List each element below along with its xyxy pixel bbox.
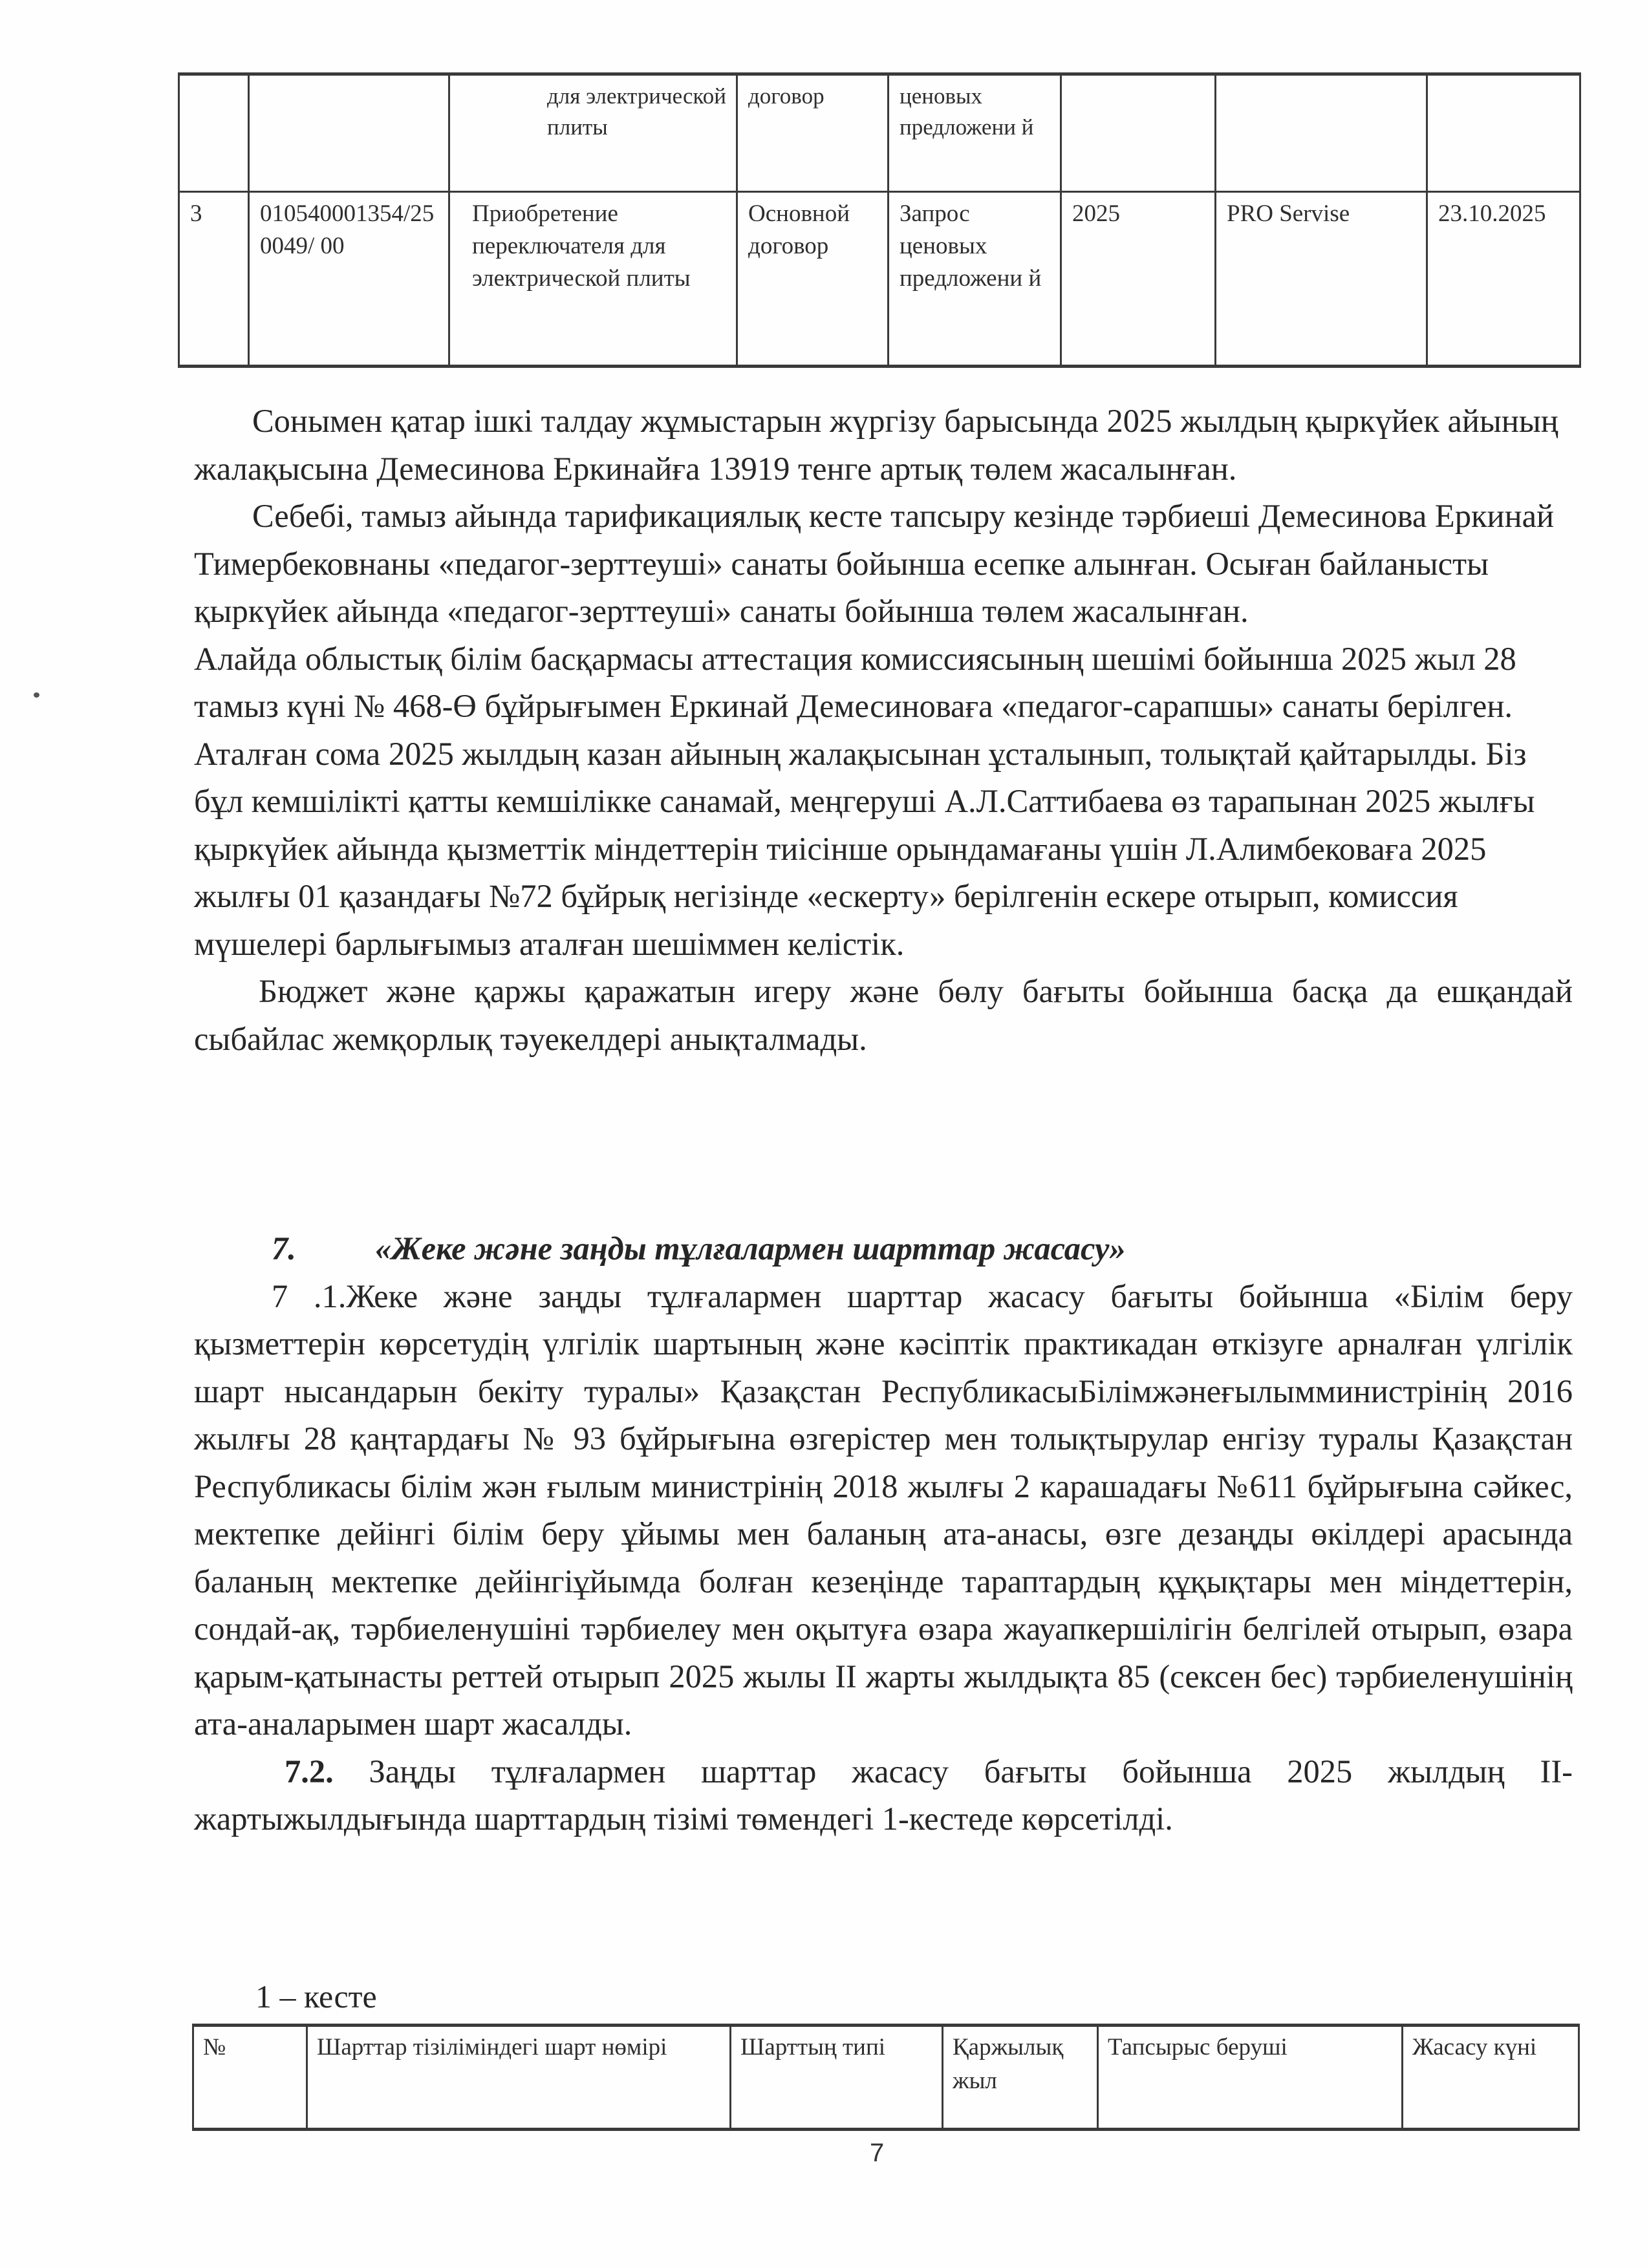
paragraph-reason: Себебі, тамыз айында тарификациялық кесте тапсыру кезінде тәрбиеші Демесинова Еркинай Тимербековнаны «педагог-зерттеуші» санаты бойынша есепке алынған. Осыған байланысты қыркүйек айында «педагог-зерттеуші» санаты бойынша төлем жасалынған. xyxy=(194,498,1555,629)
paragraph-budget-risks: Бюджет және қаржы қаражатын игеру және бөлу бағыты бойынша басқа да ешқандай сыбайлас жемқорлық тәуекелдері анықталмады. xyxy=(194,973,1573,1057)
cell-method: ценовых предложени й xyxy=(889,74,1061,192)
section-title: «Жеке және заңды тұлғалармен шарттар жасасу» xyxy=(375,1230,1126,1267)
body-text xyxy=(194,398,1573,1063)
cell-contract-number: 010540001354/250049/ 00 xyxy=(249,192,449,367)
table-header-row xyxy=(193,2026,1579,2130)
paragraph-7-2-label: 7.2. xyxy=(285,1753,334,1790)
table-row xyxy=(179,74,1580,192)
cell-no: 3 xyxy=(179,192,249,367)
cell-customer: PRO Servise xyxy=(1216,192,1427,367)
paragraph-overpayment: Сонымен қатар ішкі талдау жұмыстарын жүргізу барысында 2025 жылдың қыркүйек айының жалақысына Демесинова Еркинайға 13919 тенге артық төлем жасалынған. xyxy=(194,403,1558,487)
table-caption: 1 – кесте xyxy=(255,1978,377,2015)
scan-speck xyxy=(34,692,39,698)
cell-type: договор xyxy=(737,74,889,192)
table-row xyxy=(179,192,1580,367)
paragraph-7-2-text: Заңды тұлғалармен шарттар жасасу бағыты бойынша 2025 жылдың II-жартыжылдығында шарттардың тізімі төмендегі 1-кестеде көрсетілді. xyxy=(194,1753,1573,1837)
header-contract-type: Шарттың типі xyxy=(731,2026,943,2130)
cell-subject xyxy=(449,74,737,192)
header-fiscal-year: Қаржылық жыл xyxy=(943,2026,1098,2130)
header-date: Жасасу күні xyxy=(1403,2026,1579,2130)
cell-subject-text: для электрической плиты xyxy=(547,83,727,140)
cell-subject xyxy=(449,192,737,367)
header-customer: Тапсырыс беруші xyxy=(1098,2026,1403,2130)
section-number: 7. xyxy=(272,1230,296,1267)
header-no: № xyxy=(193,2026,307,2130)
paragraph-7-2 xyxy=(194,1748,1573,1843)
procurement-table xyxy=(178,72,1581,368)
header-contract-number: Шарттар тізіліміндегі шарт нөмірі xyxy=(307,2026,731,2130)
cell-date xyxy=(1427,74,1580,192)
cell-year: 2025 xyxy=(1061,192,1216,367)
contracts-table xyxy=(192,2024,1580,2131)
section-heading xyxy=(194,1225,1573,1273)
cell-contract-number xyxy=(249,74,449,192)
cell-year xyxy=(1061,74,1216,192)
paragraph-correction: Алайда облыстық білім басқармасы аттестация комиссиясының шешімі бойынша 2025 жыл 28 тамыз күні № 468-Ө бұйрығымен Еркинай Демесиноваға «педагог-сарапшы» санаты берілген. Аталған сома 2025 жылдың казан айының жалақысынан ұсталынып, толықтай қайтарылды. Біз бұл кемшілікті қатты кемшілікке санамай, меңгеруші А.Л.Саттибаева өз тарапынан 2025 жылғы қыркүйек айында қызметтік міндеттерін тиісінше орындамағаны үшін Л.Алимбековаға 2025 жылғы 01 қазандағы №72 бұйрық негізінде «ескерту» берілгенін ескере отырып, комиссия мүшелері барлығымыз аталған шешіммен келістік. xyxy=(194,640,1535,962)
cell-customer xyxy=(1216,74,1427,192)
cell-subject-text: Приобретение переключателя для электрической плиты xyxy=(472,200,691,292)
cell-method: Запрос ценовых предложени й xyxy=(889,192,1061,367)
cell-no xyxy=(179,74,249,192)
page-number: 7 xyxy=(870,2139,885,2167)
cell-type: Основной договор xyxy=(737,192,889,367)
paragraph-7-1: 7 .1.Жеке және заңды тұлғалармен шарттар жасасу бағыты бойынша «Білім беру қызметтерін көрсетудің үлгілік шартының және кәсіптік практикадан өткізуге арналған үлгілік шарт нысандарын бекіту туралы» Қазақстан РеспубликасыБілімжәнеғылымминистрінің 2016 жылғы 28 қаңтардағы № 93 бұйрығына өзгерістер мен толықтырулар енгізу туралы Қазақстан Республикасы білім жән ғылым министрінің 2018 жылғы 2 карашадағы №611 бұйрығына сәйкес, мектепке дейінгі білім беру ұйымы мен баланың ата-анасы, өзге дезаңды өкілдері арасында баланың мектепке дейінгіұйымда болған кезеңінде тараптардың құқықтары мен міндеттерін, сондай-ақ, тәрбиеленушіні тәрбиелеу мен оқытуға өзара жауапкершілігін белгілей отырып, өзара қарым-қатынасты реттей отырып 2025 жылы II жарты жылдықта 85 (сексен бес) тәрбиеленушінің ата-аналарымен шарт жасалды. xyxy=(194,1278,1573,1742)
cell-date: 23.10.2025 xyxy=(1427,192,1580,367)
section-7 xyxy=(194,1225,1573,1843)
